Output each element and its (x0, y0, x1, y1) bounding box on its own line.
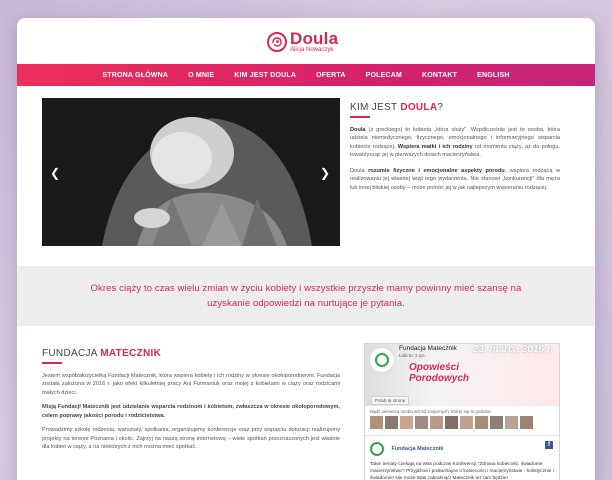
heading-underline (350, 116, 370, 118)
about-heading: KIM JEST DOULA? (350, 102, 444, 113)
avatar[interactable] (505, 416, 518, 429)
chevron-left-icon[interactable]: ❮ (50, 166, 61, 180)
about-doula (350, 102, 560, 199)
logo-subtitle: Alicja Nowaczyk (290, 47, 334, 53)
facebook-likes: Lubi to: 1 tys. (399, 353, 426, 358)
about-paragraph-1: Doula (z greckiego) to kobieta „która służy”. Współcześnie jest to osoba, która udziela niemedycznego, fizycznego, emocjonalnego i informacyjnego wsparcia kobiecie rodzącej. Wspiera matki i ich rodziny od momentu ciąży, aż do połogu, towarzysząc jej w pierwszych dniach macierzyństwa. (350, 126, 560, 158)
main-nav (17, 64, 595, 86)
post-author[interactable]: Fundacja Matecznik (391, 445, 444, 452)
friend-faces (365, 416, 559, 429)
fundacja-section (42, 348, 340, 458)
logo[interactable] (267, 30, 338, 54)
browser-frame (17, 18, 595, 480)
nav-item-contact[interactable]: KONTAKT (422, 71, 458, 79)
friends-text: Bądź pierwszą osobą wśród znajomych, której się to podoba (370, 409, 491, 414)
nav-item-recommend[interactable]: POLECAM (365, 71, 402, 79)
cover-title: Opowieści Porodowych (409, 362, 470, 384)
heading-underline (42, 362, 62, 364)
image-slider[interactable] (42, 98, 340, 246)
about-paragraph-2: Doula rozumie fizyczne i emocjonalne aspekty porodu, wspiera rodzącą w realizowaniu jej własnej wizji tego wydarzenia. Nie stanowi „konkurencji” dla męża lub innej bliskiej osoby – może pomóc jej w jak najlepszym wspieraniu rodzącej. (350, 167, 560, 191)
facebook-page-name[interactable]: Fundacja Matecznik (399, 345, 457, 352)
nav-item-offer[interactable]: OFERTA (316, 71, 346, 79)
hero-section (17, 98, 595, 268)
fundacja-avatar[interactable] (369, 347, 395, 373)
nav-item-home[interactable]: STRONA GŁÓWNA (102, 71, 169, 79)
nav-item-about-me[interactable]: O MNIE (188, 71, 215, 79)
nav-item-who-is-doula[interactable]: KIM JEST DOULA (234, 71, 297, 79)
fundacja-paragraph-3: Prowadzimy szkołę rodzenia, warsztaty, spotkania, organizujemy konferencje oraz przy wsparciu doturacji realizujemy projekty na terenie Poznania i okolic. Zajrzyj na naszą stronę internetową – wiele spotkań przeznaczonych jest właśnie dla kobiet w ciąży, a na niektórych z nich można mieć spotkać. (42, 427, 340, 450)
avatar[interactable] (460, 416, 473, 429)
like-page-button[interactable]: Polub tę stronę (371, 396, 409, 405)
avatar[interactable] (520, 416, 533, 429)
avatar[interactable] (475, 416, 488, 429)
avatar[interactable] (430, 416, 443, 429)
fundacja-heading: FUNDACJA MATECZNIK (42, 348, 162, 359)
nav-item-english[interactable]: ENGLISH (477, 71, 510, 79)
facebook-icon[interactable]: f (545, 441, 553, 449)
fundacja-avatar[interactable] (370, 442, 384, 456)
fundacja-paragraph-1: Jestem współzałożycielką Fundacji Matecznik, która wspiera kobiety i ich rodziny w okresie okołoporodowym. Fundacja została założona w 2016 r. jako efekt kilkuletniej pracy Ani Furmaniuk oraz mojej z kobietami w ciąży oraz rodzicami małych dzieci. (42, 372, 340, 396)
doula-logo-icon (267, 32, 287, 52)
post-text: Takie tematy czekają na Was podczas Konferencji "Zdrowa kobiecość, świadome macierzyństwo"! Przyjdźcie i posłuchajcie o kobiecości i macierzyństwie - holistycznie i świadomie! Nie może Was zabraknąć! Matecznik też tam będzie! (370, 462, 554, 480)
site-header (17, 18, 595, 64)
quote-text: Okres ciąży to czas wielu zmian w życiu kobiety i wszystkie przyszłe mamy powinny mieć szansę na uzyskanie odpowiedzi na nurtujące je pytania. (90, 283, 522, 309)
avatar[interactable] (445, 416, 458, 429)
chevron-right-icon[interactable]: ❯ (319, 166, 330, 180)
fundacja-paragraph-2: Misją Fundacji Matecznik jest udzielanie wsparcia rodzinom i kobietom, zwłaszcza w okresie okołoporodowym, celem poprawy jakości porodu i rodzicielstwa. (42, 404, 340, 419)
avatar[interactable] (370, 416, 383, 429)
baby-sling-photo (42, 98, 340, 246)
quote-band (17, 266, 595, 326)
facebook-cover (365, 344, 559, 406)
avatar[interactable] (385, 416, 398, 429)
facebook-widget[interactable] (364, 343, 560, 480)
logo-title: Doula (290, 29, 339, 48)
avatar[interactable] (415, 416, 428, 429)
avatar[interactable] (490, 416, 503, 429)
avatar[interactable] (400, 416, 413, 429)
cover-date: 23. marca 2016 r. (472, 344, 553, 355)
facebook-post (365, 435, 559, 480)
